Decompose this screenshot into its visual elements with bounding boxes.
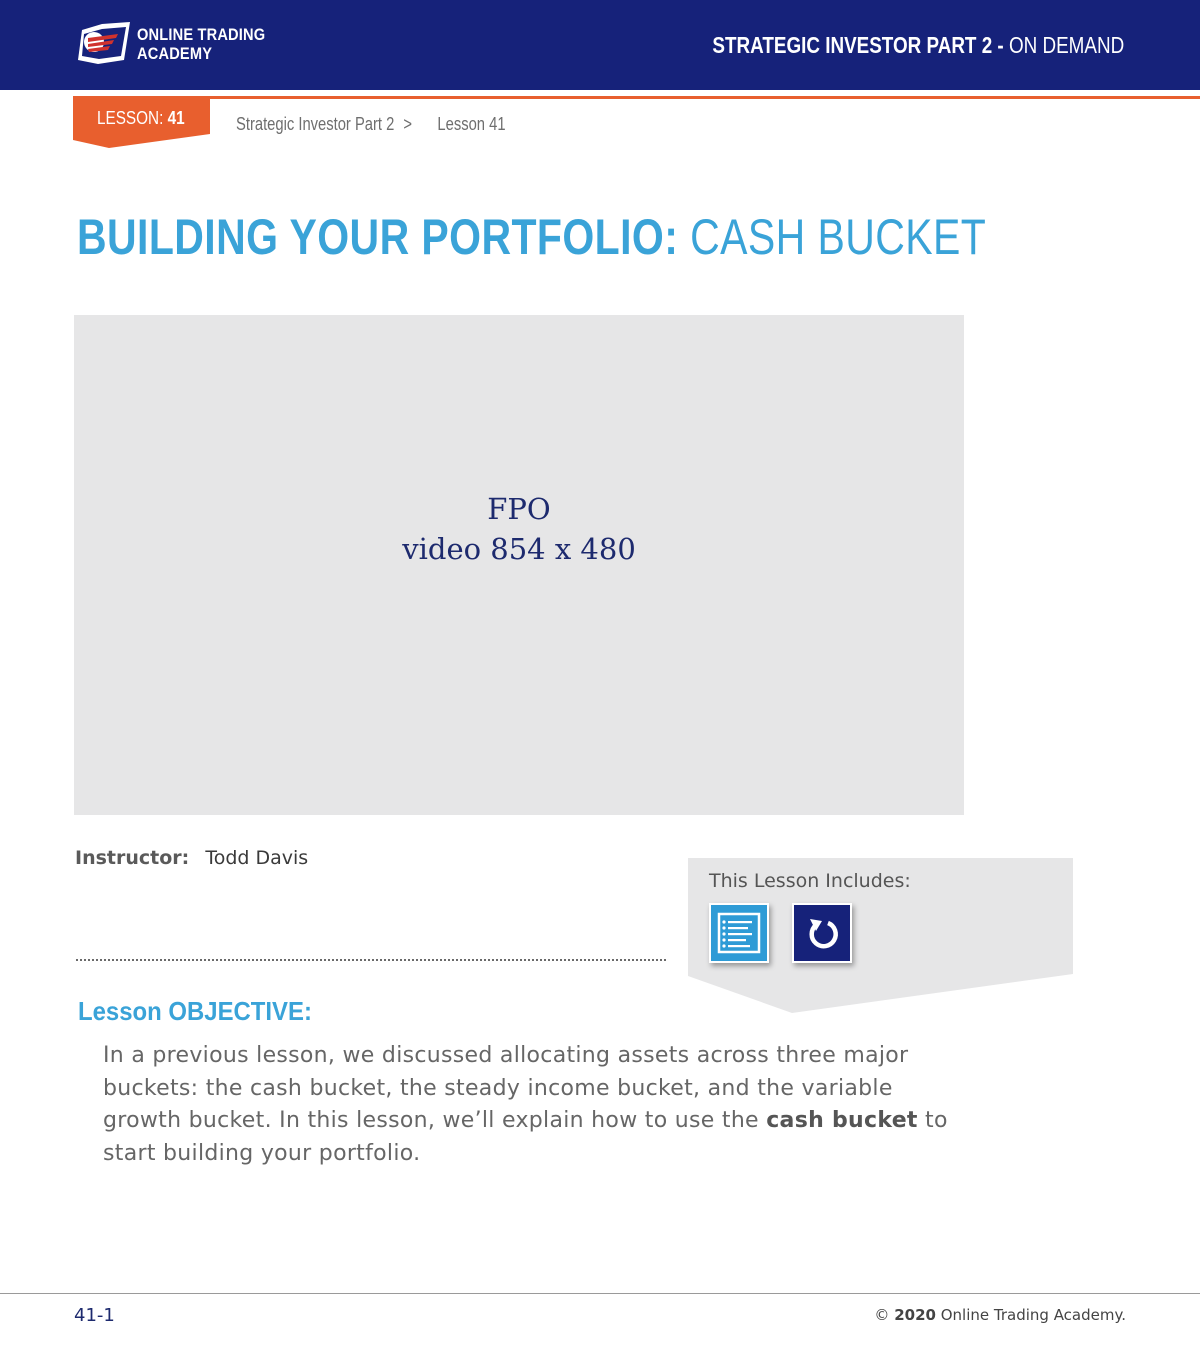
course-title	[712, 32, 1124, 59]
instructor-label: Instructor:	[75, 847, 190, 869]
lesson-tab-number: 41	[167, 108, 185, 128]
objective-text-highlight: cash bucket	[766, 1108, 918, 1133]
page-number: 41-1	[74, 1305, 115, 1326]
page-title-light: CASH BUCKET	[690, 209, 987, 265]
instructor-name: Todd Davis	[205, 847, 309, 869]
video-placeholder-line-1: FPO	[487, 492, 551, 526]
breadcrumb	[236, 114, 506, 135]
page-title	[77, 208, 986, 266]
lesson-tab	[97, 108, 185, 129]
copyright-year: 2020	[894, 1306, 936, 1324]
video-placeholder-line-2: video 854 x 480	[402, 532, 636, 566]
header-accent-rule	[210, 96, 1200, 99]
course-title-bold: STRATEGIC INVESTOR PART 2 -	[712, 32, 1004, 58]
logo-wordmark	[137, 25, 265, 63]
academy-logo-icon	[74, 20, 132, 66]
logo-line-2: ACADEMY	[137, 44, 213, 63]
breadcrumb-item-lesson: Lesson 41	[437, 114, 506, 134]
video-placeholder-label	[74, 489, 964, 569]
logo-line-1: ONLINE TRADING	[137, 25, 266, 44]
document-list-icon[interactable]	[709, 903, 769, 963]
document-list-icon-graphic	[711, 905, 767, 961]
refresh-icon-graphic	[794, 905, 850, 961]
refresh-icon[interactable]	[792, 903, 852, 963]
breadcrumb-separator: >	[403, 114, 412, 134]
objective-text-intro: In a previous lesson, we discussed allocating assets across three major buckets: the cash bucket, the steady income bucket, and the variable growth bucket. In this lesson, we’ll explain how to use the	[103, 1043, 909, 1133]
page-title-bold: BUILDING YOUR PORTFOLIO:	[77, 209, 679, 265]
objective-text-outro: to start building your portfolio.	[103, 1108, 948, 1166]
breadcrumb-item-course[interactable]: Strategic Investor Part 2	[236, 114, 395, 134]
copyright-symbol: ©	[874, 1306, 890, 1324]
course-title-light: ON DEMAND	[1008, 32, 1124, 58]
footer-rule	[0, 1293, 1200, 1294]
page-header	[0, 0, 1200, 90]
lesson-tab-label: LESSON:	[97, 108, 164, 128]
instructor-info	[75, 847, 308, 869]
objective-text	[103, 1040, 963, 1170]
objective-heading: Lesson OBJECTIVE:	[78, 996, 312, 1026]
lesson-includes-title: This Lesson Includes:	[709, 870, 911, 892]
copyright-notice	[874, 1306, 1126, 1324]
dotted-divider	[76, 959, 666, 961]
video-placeholder[interactable]	[74, 315, 964, 815]
copyright-owner: Online Trading Academy.	[940, 1306, 1126, 1324]
